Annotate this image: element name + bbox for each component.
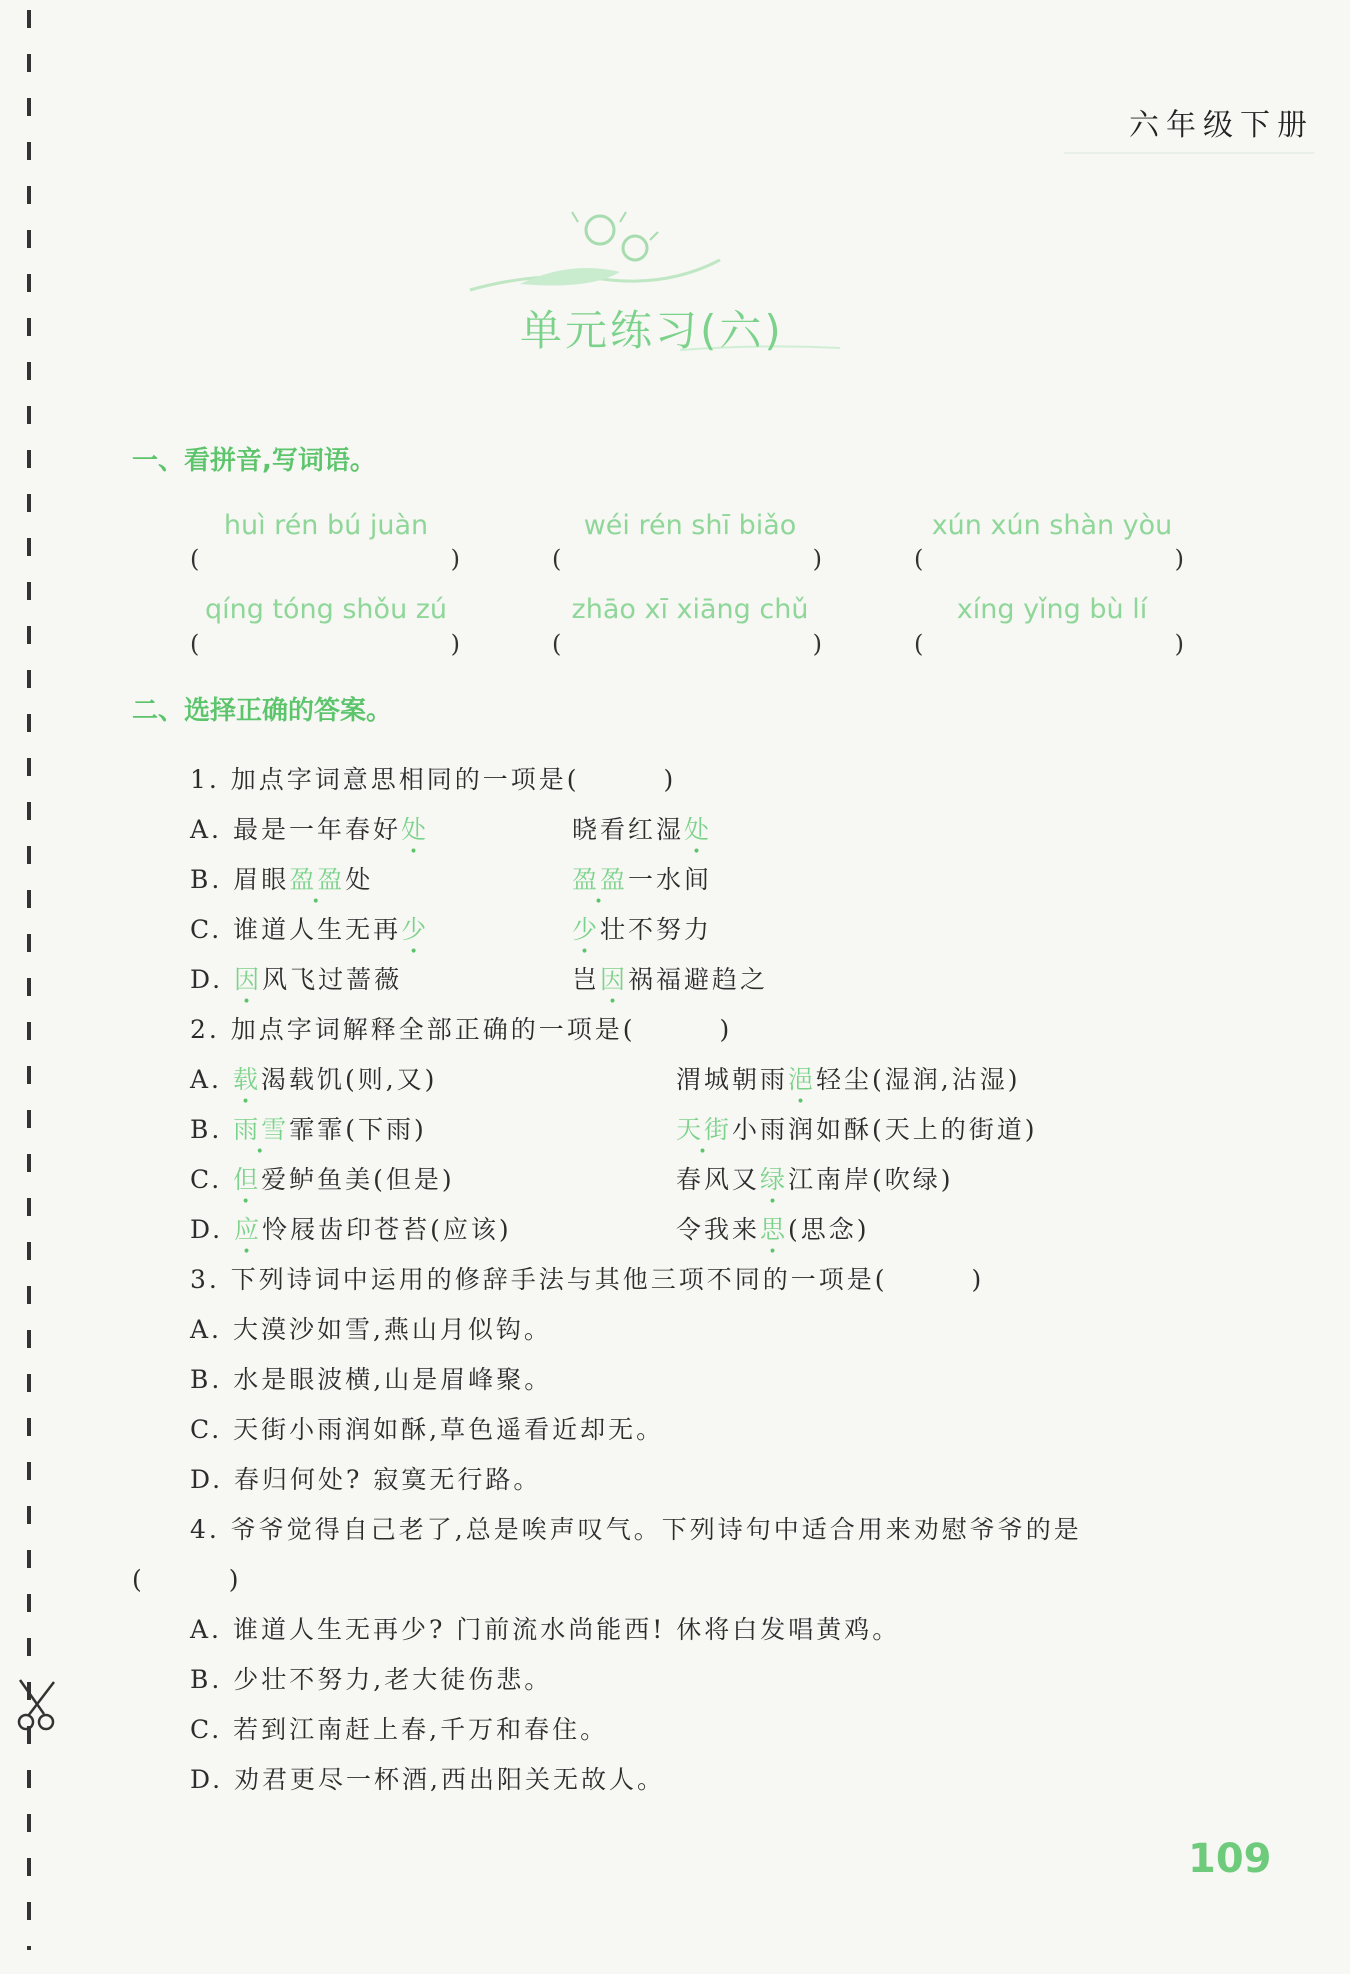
pinyin-6: xíng yǐng bù lí — [956, 594, 1148, 625]
q2-option-b[interactable]: B. 雨雪霏霏(下雨) — [190, 1115, 427, 1144]
q1-option-a-right: 晓看红湿处 — [572, 815, 713, 844]
q4-answer-bracket[interactable]: ( ) — [132, 1565, 242, 1594]
q2-option-a[interactable]: A. 载渴载饥(则,又) — [190, 1065, 438, 1094]
q1-option-d-right: 岂因祸福避趋之 — [572, 965, 769, 994]
q3-stem: 3. 下列诗词中运用的修辞手法与其他三项不同的一项是( ) — [190, 1265, 985, 1294]
q1-option-d[interactable]: D. 因风飞过蔷薇 — [190, 965, 403, 994]
q1-option-b[interactable]: B. 眉眼盈盈处 — [190, 865, 374, 894]
scissors-icon — [14, 1676, 60, 1732]
q4-option-c[interactable]: C. 若到江南赶上春,千万和春住。 — [190, 1715, 609, 1744]
q3-option-b[interactable]: B. 水是眼波横,山是眉峰聚。 — [190, 1365, 553, 1394]
q2-option-c[interactable]: C. 但爱鲈鱼美(但是) — [190, 1165, 455, 1194]
q3-option-c[interactable]: C. 天街小雨润如酥,草色遥看近却无。 — [190, 1415, 665, 1444]
q3-option-d[interactable]: D. 春归何处? 寂寞无行路。 — [190, 1465, 542, 1494]
q4-stem: 4. 爷爷觉得自己老了,总是唉声叹气。下列诗句中适合用来劝慰爷爷的是 — [190, 1515, 1082, 1544]
page-title: 单元练习(六) — [520, 306, 784, 355]
q2-option-b-right: 天街小雨润如酥(天上的街道) — [676, 1115, 1038, 1144]
q1-option-a[interactable]: A. 最是一年春好处 — [190, 815, 429, 844]
q2-stem: 2. 加点字词解释全部正确的一项是( ) — [190, 1015, 733, 1044]
q1-option-b-right: 盈盈一水间 — [572, 865, 713, 894]
pinyin-1: huì rén bú juàn — [223, 510, 429, 541]
q1-stem: 1. 加点字词意思相同的一项是( ) — [190, 765, 677, 794]
pinyin-4: qíng tóng shǒu zú — [204, 594, 448, 625]
section1-heading: 一、看拼音,写词语。 — [132, 446, 376, 476]
q4-option-d[interactable]: D. 劝君更尽一杯酒,西出阳关无故人。 — [190, 1765, 665, 1794]
q2-option-d[interactable]: D. 应怜屐齿印苍苔(应该) — [190, 1215, 512, 1244]
pinyin-2: wéi rén shī biǎo — [583, 510, 797, 541]
answer-box-1[interactable]: ( ) — [190, 545, 460, 573]
q2-option-a-right: 渭城朝雨浥轻尘(湿润,沾湿) — [676, 1065, 1021, 1094]
pinyin-3: xún xún shàn yòu — [931, 510, 1173, 541]
q2-option-d-right: 令我来思(思念) — [676, 1215, 870, 1244]
answer-box-4[interactable]: ( ) — [190, 630, 460, 658]
q3-option-a[interactable]: A. 大漠沙如雪,燕山月似钩。 — [190, 1315, 552, 1344]
page-number: 109 — [1188, 1836, 1272, 1882]
answer-box-3[interactable]: ( ) — [914, 545, 1184, 573]
cut-line — [27, 10, 31, 1950]
section2-heading: 二、选择正确的答案。 — [132, 696, 393, 726]
q4-option-b[interactable]: B. 少壮不努力,老大徒伤悲。 — [190, 1665, 553, 1694]
answer-box-6[interactable]: ( ) — [914, 630, 1184, 658]
q1-option-c[interactable]: C. 谁道人生无再少 — [190, 915, 430, 944]
q4-option-a[interactable]: A. 谁道人生无再少? 门前流水尚能西! 休将白发唱黄鸡。 — [190, 1615, 901, 1644]
q2-option-c-right: 春风又绿江南岸(吹绿) — [676, 1165, 954, 1194]
answer-box-5[interactable]: ( ) — [552, 630, 822, 658]
grade-label: 六年级下册 — [1064, 100, 1314, 154]
pinyin-5: zhāo xī xiāng chǔ — [571, 594, 809, 625]
q1-option-c-right: 少壮不努力 — [572, 915, 713, 944]
answer-box-2[interactable]: ( ) — [552, 545, 822, 573]
